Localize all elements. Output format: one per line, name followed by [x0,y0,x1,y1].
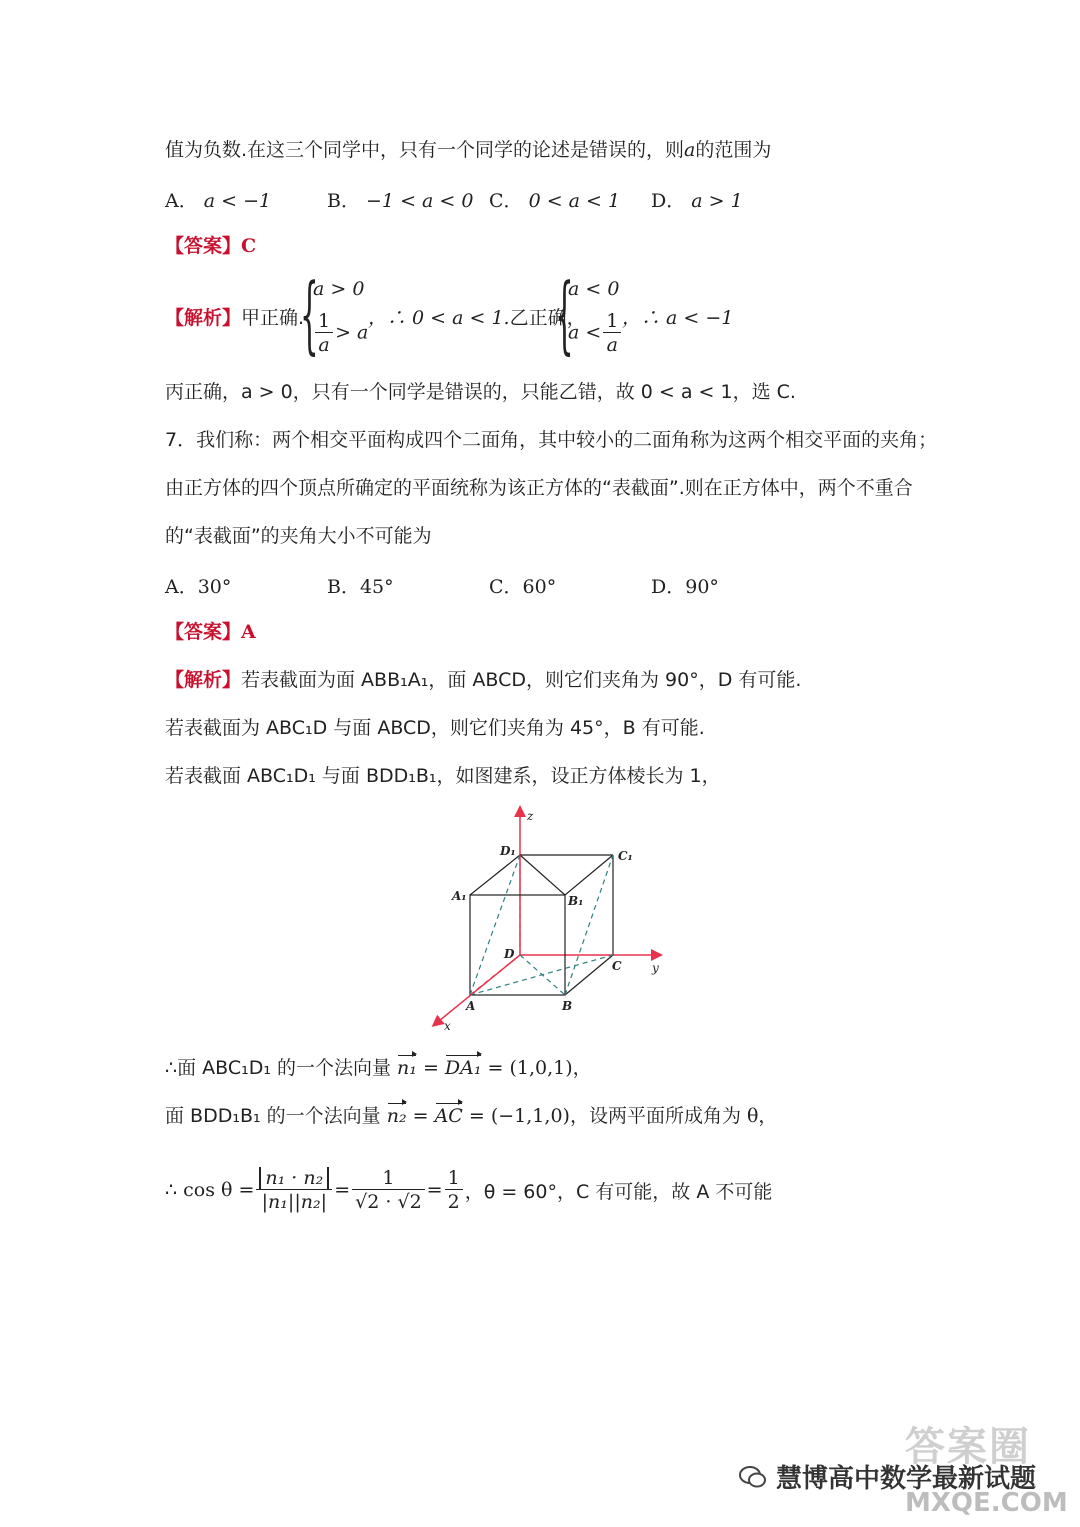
q7-stem-line1: 7．我们称：两个相交平面构成四个二面角，其中较小的二面角称为这两个相交平面的夹角； [165,429,938,451]
label-C: C [612,959,622,973]
system1-top: a > 0 [313,278,365,300]
q7-answer [165,618,256,646]
q7-stem-line2: 由正方体的四个顶点所确定的平面统称为该正方体的“表截面”.则在正方体中，两个不重合 [165,477,913,499]
q7-cos-line: ∴ cos θ = $\frac{\text{n₁ · n₂}}{\text{|n₁||n₂|}}$ = $\frac{1}{√2 \cdot √2}$ = $\frac{1}{2}$ ，θ = 60°，C 有可能，故 A 不可能 [165,1166,773,1213]
label-A: A [466,999,476,1013]
label-y: y [652,961,659,975]
system2-bottom: a < $\frac{1}{a}$ [568,310,623,357]
watermark-logo: 答案圈 [905,1424,1031,1470]
q7-analysis-line1: 【解析】若表截面为面 ABB₁A₁，面 ABCD，则它们夹角为 90°，D 有可能. [165,669,802,691]
analysis-part1: 甲正确. [241,307,305,329]
q7-option-c: C．60° [489,576,557,598]
q7-analysis-line3: 若表截面 ABC₁D₁ 与面 BDD₁B₁，如图建系，设正方体棱长为 1， [165,765,721,787]
answer-value: C [241,235,257,257]
label-A1: A₁ [452,889,467,903]
label-B1: B₁ [568,894,584,908]
label-C1: C₁ [618,849,633,863]
q7-normal1-line: ∴面 ABC₁D₁ 的一个法向量 n₁ = DA₁ = (1,0,1)， [165,1054,592,1082]
q6-analysis-tag-line [165,304,304,332]
answer-tag: 【答案】 [165,235,242,257]
label-B: B [562,999,573,1013]
q6-option-b: B． −1 < a < 0 [327,190,474,212]
watermark-text: 慧博高中数学最新试题 [776,1464,1037,1494]
analysis-tag: 【解析】 [165,669,242,691]
label-z: z [527,809,534,823]
system-brace-2: { [555,265,574,363]
dashed-AC [470,955,613,995]
q6-analysis-line2: 丙正确，a > 0，只有一个同学是错误的，只能乙错，故 0 < a < 1，选 C. [165,381,796,403]
q6-option-c: C． 0 < a < 1 [489,190,621,212]
dashed-AD1 [470,855,520,995]
dashed-BC1 [565,855,613,995]
q6-tail-line [165,136,771,164]
q7-stem-line3: 的“表截面”的夹角大小不可能为 [165,525,432,547]
sqrt-fraction: $\frac{1}{√2 \cdot √2}$ [352,1167,425,1214]
q7-option-a: A．30° [165,576,232,598]
q6-answer [165,232,256,260]
answer-tag: 【答案】 [165,621,242,643]
system2-top: a < 0 [568,278,620,300]
q7-option-b: B．45° [327,576,394,598]
q7-option-d: D．90° [651,576,719,598]
q6-tail-end: 的范围为 [695,139,772,161]
q7-normal2-line: 面 BDD₁B₁ 的一个法向量 n₂ = AC = (−1,1,0)，设两平面所成角为 θ， [165,1102,777,1130]
system-brace-1: { [300,265,319,363]
answer-value: A [241,621,256,643]
q7-analysis-line2: 若表截面为 ABC₁D 与面 ABCD，则它们夹角为 45°，B 有可能. [165,717,705,739]
label-x: x [444,1019,451,1033]
cube-figure [420,800,680,1035]
system1-bottom: $\frac{1}{a}$ > a [313,310,368,357]
q6-tail-text: 值为负数.在这三个同学中，只有一个同学的论述是错误的，则 [165,139,685,161]
q6-analysis-end: ，∴ a < −1 [622,307,734,329]
analysis-tag: 【解析】 [165,307,242,329]
q6-analysis-mid: ，∴ 0 < a < 1.乙正确， [368,307,586,329]
wechat-icon [738,1462,768,1492]
front-face [470,895,565,995]
label-D: D [504,947,515,961]
half-fraction: $\frac{1}{2}$ [445,1167,463,1214]
q6-option-a: A． a < −1 [165,190,272,212]
watermark-site: MXQE.COM [905,1488,1068,1518]
q6-tail-var: a [684,139,696,161]
cos-fraction: $\frac{\text{n₁ · n₂}}{\text{|n₁||n₂|}}$ [256,1167,332,1214]
label-D1: D₁ [500,844,516,858]
q6-option-d: D． a > 1 [651,190,743,212]
